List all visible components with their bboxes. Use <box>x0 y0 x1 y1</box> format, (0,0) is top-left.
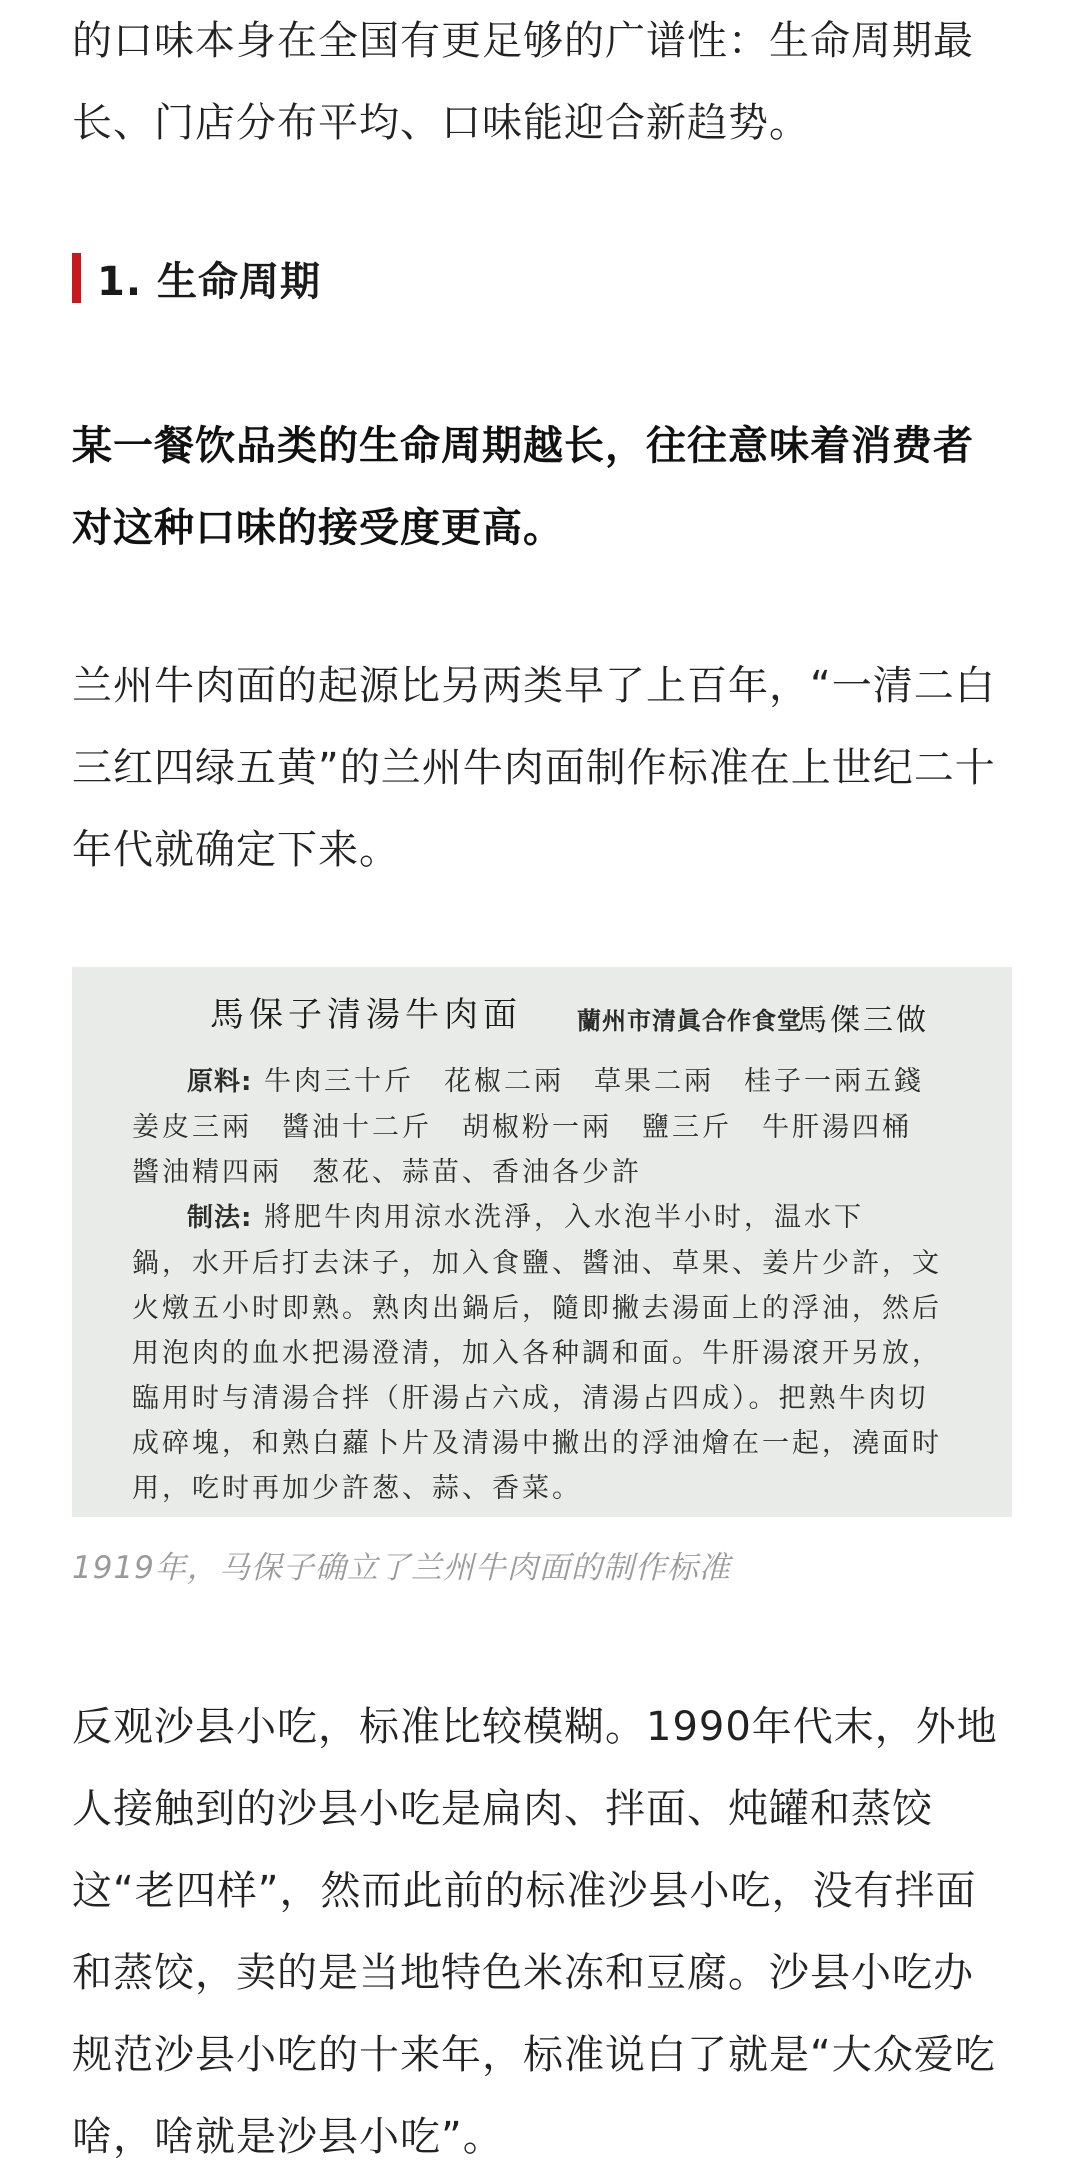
figure-caption: 1919年，马保子确立了兰州牛肉面的制作标准 <box>72 1550 731 1586</box>
recipe-author: 馬傑三做 <box>797 1003 929 1038</box>
recipe-title: 馬保子清湯牛肉面 <box>210 995 522 1035</box>
recipe-line: 醬油精四兩 葱花、蒜苗、香油各少許 <box>132 1157 642 1188</box>
recipe-line: 用，吃时再加少許葱、蒜、香菜。 <box>132 1473 582 1504</box>
recipe-source: 蘭州市清眞合作食堂 <box>577 1006 802 1035</box>
heading-accent-bar <box>72 253 81 303</box>
ingredients-label: 原料: <box>187 1067 253 1097</box>
intro-paragraph: 的口味本身在全国有更足够的广谱性：生命周期最长、门店分布平均、口味能迎合新趋势。 <box>72 18 974 146</box>
recipe-image[interactable] <box>72 967 1012 1517</box>
recipe-line: 成碎塊，和熟白蘿卜片及清湯中撇出的浮油燴在一起，澆面时 <box>132 1428 942 1459</box>
recipe-line: 用泡肉的血水把湯澄清，加入各种調和面。牛肝湯滾开另放， <box>132 1338 942 1369</box>
lanzhou-paragraph: 兰州牛肉面的起源比另两类早了上百年，“一清二白三红四绿五黄”的兰州牛肉面制作标准在上世纪二十年代就确定下来。 <box>72 663 996 873</box>
recipe-line: 火燉五小时即熟。熟肉出鍋后，隨即撇去湯面上的浮油，然后 <box>132 1293 942 1324</box>
recipe-line: 鍋，水开后打去沫子，加入食鹽、醬油、草果、姜片少許，文 <box>132 1248 942 1279</box>
recipe-line: 姜皮三兩 醬油十二斤 胡椒粉一兩 鹽三斤 牛肝湯四桶 <box>132 1112 912 1143</box>
section-heading-text: 1. 生命周期 <box>97 258 321 305</box>
bold-paragraph: 某一餐饮品类的生命周期越长，往往意味着消费者对这种口味的接受度更高。 <box>72 423 974 551</box>
section-heading <box>72 250 321 306</box>
recipe-body <box>132 1059 990 1511</box>
method-label: 制法: <box>187 1203 253 1233</box>
recipe-line: 臨用时与清湯合拌（肝湯占六成，清湯占四成）。把熟牛肉切 <box>132 1383 929 1414</box>
shaxian-paragraph: 反观沙县小吃，标准比较模糊。1990年代末，外地人接触到的沙县小吃是扁肉、拌面、炖罐和蒸饺这“老四样”，然而此前的标准沙县小吃，没有拌面和蒸饺，卖的是当地特色米冻和豆腐。沙县小吃办规范沙县小吃的十来年，标准说白了就是“大众爱吃啥，啥就是沙县小吃”。 <box>72 1704 998 2160</box>
recipe-line: 原料: 牛肉三十斤 花椒二兩 草果二兩 桂子一兩五錢 <box>187 1066 924 1097</box>
recipe-scan <box>72 967 1012 1517</box>
recipe-line: 制法: 將肥牛肉用涼水洗淨，入水泡半小时，温水下 <box>187 1202 864 1233</box>
